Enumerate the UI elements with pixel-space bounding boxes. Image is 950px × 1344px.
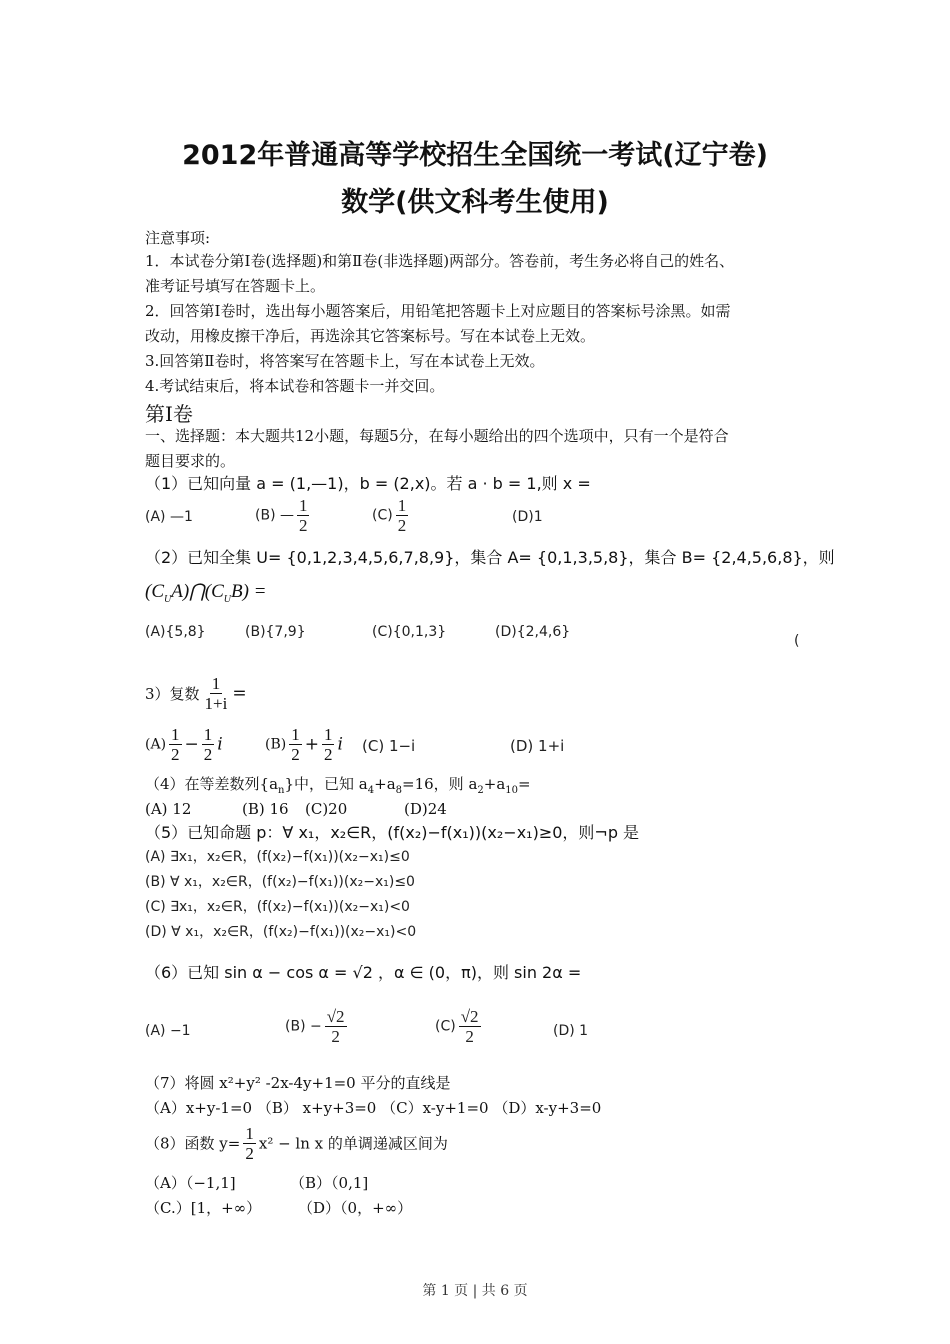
q8-option-c: （C.）[1，+∞） bbox=[145, 1199, 262, 1217]
page-title: 2012年普通高等学校招生全国统一考试(辽宁卷) bbox=[182, 140, 768, 171]
notice-item-2b: 改动，用橡皮擦干净后，再选涂其它答案标号。写在本试卷上无效。 bbox=[145, 327, 596, 345]
q3-option-b: (B) $\frac{1}{2}$ + $\frac{1}{2}$ i bbox=[265, 725, 343, 764]
section-instruction-b: 题目要求的。 bbox=[145, 452, 236, 470]
q6-stem: （6）已知 sin α − cos α = √2 ，α ∈ (0，π)，则 sin 2α = bbox=[145, 963, 582, 982]
q6-option-c: (C) $\frac{√2}{2}$ bbox=[435, 1007, 479, 1046]
q8-stem: （8）函数 y= $\frac{1}{2}$ x² − ln x 的单调递减区间为 bbox=[145, 1124, 448, 1163]
notice-item-1a: 1．本试卷分第Ⅰ卷(选择题)和第Ⅱ卷(非选择题)两部分。答卷前，考生务必将自己的姓名、 bbox=[145, 252, 735, 270]
q1-option-c: (C) $\frac{1}{2}$ bbox=[372, 496, 407, 535]
q6-option-d: (D) 1 bbox=[553, 1023, 589, 1039]
q4-option-a: (A) 12 bbox=[145, 800, 192, 818]
q4-stem: （4）在等差数列$\{a_n\}$中，已知 $a_4+a_8=16$，则 $a_2+a_{10}=$ bbox=[145, 775, 531, 796]
q2-stem: （2）已知全集 U= {0,1,2,3,4,5,6,7,8,9}，集合 A= {0,1,3,5,8}，集合 B= {2,4,5,6,8}，则 bbox=[145, 548, 835, 567]
q2-option-b: (B){7,9} bbox=[245, 624, 306, 640]
q4-option-d: (D)24 bbox=[404, 800, 447, 818]
q8-option-d: （D）（0，+∞） bbox=[298, 1199, 413, 1217]
q5-option-c: (C) ∃x₁，x₂∈R，(f(x₂)−f(x₁))(x₂−x₁)<0 bbox=[145, 899, 410, 915]
q3-option-c: (C) 1−i bbox=[362, 737, 416, 755]
q2-option-a: (A){5,8} bbox=[145, 624, 206, 640]
q1-option-a: (A) —1 bbox=[145, 509, 193, 525]
page-footer: 第 1 页 | 共 6 页 bbox=[422, 1283, 528, 1299]
notice-item-1b: 准考证号填写在答题卡上。 bbox=[145, 277, 326, 295]
q6-option-b: (B) − $\frac{√2}{2}$ bbox=[285, 1007, 345, 1046]
q3-option-d: (D) 1+i bbox=[510, 737, 565, 755]
q5-option-a: (A) ∃x₁，x₂∈R，(f(x₂)−f(x₁))(x₂−x₁)≤0 bbox=[145, 849, 410, 865]
q2-option-c: (C){0,1,3} bbox=[372, 624, 447, 640]
q4-option-b: (B) 16 bbox=[242, 800, 289, 818]
q1-option-d: (D)1 bbox=[512, 509, 543, 525]
q5-option-d: (D) ∀ x₁，x₂∈R，(f(x₂)−f(x₁))(x₂−x₁)<0 bbox=[145, 924, 417, 940]
q3-stem: 3）复数 $\frac{1}{1+i}$ = bbox=[145, 674, 247, 713]
q5-option-b: (B) ∀ x₁，x₂∈R，(f(x₂)−f(x₁))(x₂−x₁)≤0 bbox=[145, 874, 415, 890]
section-instruction-a: 一、选择题：本大题共12小题，每题5分，在每小题给出的四个选项中，只有一个是符合 bbox=[145, 427, 729, 445]
q5-stem: （5）已知命题 p：∀ x₁，x₂∈R，(f(x₂)−f(x₁))(x₂−x₁)≥0，则¬p 是 bbox=[145, 823, 640, 842]
q8-option-a: （A）（−1,1] bbox=[145, 1174, 236, 1192]
section-title: 第Ⅰ卷 bbox=[145, 402, 193, 426]
q4-option-c: (C)20 bbox=[305, 800, 348, 818]
q2-trailing-paren: ( bbox=[794, 633, 800, 649]
q8-option-b: （B）（0,1] bbox=[290, 1174, 369, 1192]
notice-item-4: 4.考试结束后，将本试卷和答题卡一并交回。 bbox=[145, 377, 445, 395]
q1-stem: （1）已知向量 a = (1,—1)，b = (2,x)。若 a · b = 1,则 x = bbox=[145, 474, 591, 493]
notice-item-3: 3.回答第Ⅱ卷时，将答案写在答题卡上，写在本试卷上无效。 bbox=[145, 352, 545, 370]
q7-stem: （7）将圆 x²+y² -2x-4y+1=0 平分的直线是 bbox=[145, 1074, 451, 1092]
q2-expression: $(C_UA)⋂(C_UB)$ = bbox=[145, 581, 267, 605]
notice-item-2a: 2．回答第Ⅰ卷时，选出每小题答案后，用铅笔把答题卡上对应题目的答案标号涂黑。如需 bbox=[145, 302, 731, 320]
q3-option-a: (A) $\frac{1}{2}$ − $\frac{1}{2}$ i bbox=[145, 725, 223, 764]
q2-option-d: (D){2,4,6} bbox=[495, 624, 571, 640]
page-subtitle: 数学(供文科考生使用) bbox=[341, 187, 609, 218]
q6-option-a: (A) −1 bbox=[145, 1023, 191, 1039]
notice-heading: 注意事项: bbox=[145, 229, 211, 247]
q1-option-b: (B) — $\frac{1}{2}$ bbox=[255, 496, 308, 535]
q7-options: （A）x+y-1=0 （B） x+y+3=0 （C）x-y+1=0 （D）x-y+3=0 bbox=[145, 1099, 602, 1117]
